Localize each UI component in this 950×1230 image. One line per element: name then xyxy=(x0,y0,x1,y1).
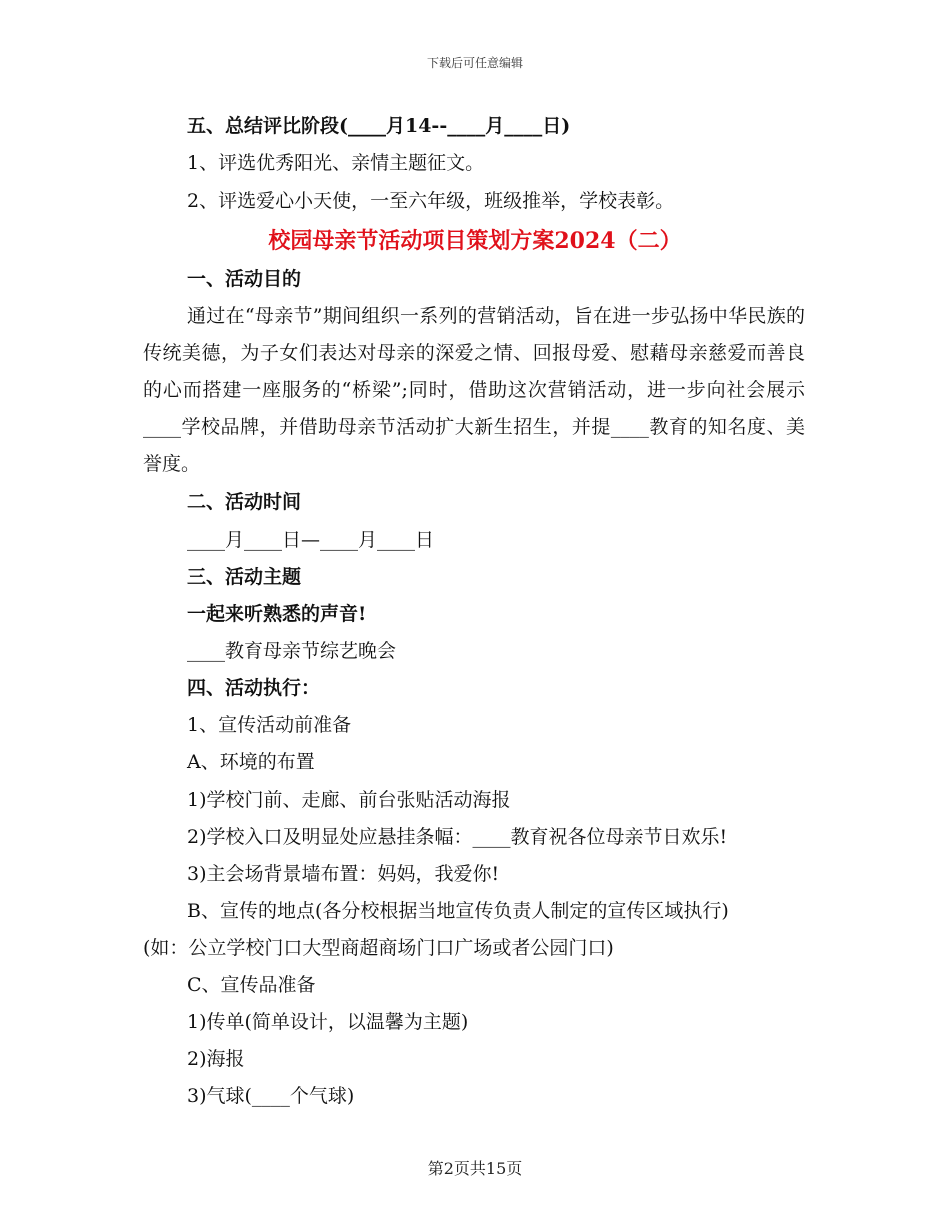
execution-item-B: B、宣传的地点(各分校根据当地宣传负责人制定的宣传区域执行) xyxy=(187,900,729,922)
execution-item-B-cont: (如：公立学校门口大型商超商场门口广场或者公园门口) xyxy=(143,937,614,959)
section-5-item-1: 1、评选优秀阳光、亲情主题征文。 xyxy=(187,152,485,174)
execution-item-C2: 2)海报 xyxy=(187,1048,245,1070)
execution-item-C3: 3)气球(____个气球) xyxy=(187,1085,355,1107)
header-note: 下载后可任意编辑 xyxy=(426,56,523,70)
theme-slogan: 一起来听熟悉的声音! xyxy=(187,603,367,625)
time-line: ____月____日—____月____日 xyxy=(187,529,435,551)
execution-item-1: 1、宣传活动前准备 xyxy=(187,714,352,736)
theme-event: ____教育母亲节综艺晚会 xyxy=(187,640,397,662)
heading-time: 二、活动时间 xyxy=(187,491,302,513)
section-5-heading: 五、总结评比阶段(____月14--____月____日) xyxy=(187,115,571,137)
execution-item-A3: 3)主会场背景墙布置：妈妈，我爱你! xyxy=(187,863,500,885)
execution-item-A2: 2)学校入口及明显处应悬挂条幅：____教育祝各位母亲节日欢乐! xyxy=(187,826,728,848)
execution-item-C: C、宣传品准备 xyxy=(187,974,316,996)
section-5-item-2: 2、评选爱心小天使，一至六年级，班级推举，学校表彰。 xyxy=(187,190,675,212)
document-title: 校园母亲节活动项目策划方案2024（二） xyxy=(268,228,682,254)
heading-purpose: 一、活动目的 xyxy=(187,268,302,290)
purpose-paragraph: 通过在“母亲节”期间组织一系列的营销活动，旨在进一步弘扬中华民族的传统美德，为子女们表达对母亲的深爱之情、回报母爱、慰藉母亲慈爱而善良的心而搭建一座服务的“桥梁”;同时，借助这次营销活动，进一步向社会展示____学校品牌，并借助母亲节活动扩大新生招生，并提____教育的知名度、美誉度。 xyxy=(143,305,805,475)
execution-item-A1: 1)学校门前、走廊、前台张贴活动海报 xyxy=(187,789,511,811)
page-footer: 第2页共15页 xyxy=(427,1159,523,1178)
execution-item-A: A、环境的布置 xyxy=(187,751,315,773)
execution-item-C1: 1)传单(简单设计，以温馨为主题) xyxy=(187,1011,469,1033)
heading-execution: 四、活动执行： xyxy=(187,677,321,699)
heading-theme: 三、活动主题 xyxy=(187,566,302,588)
